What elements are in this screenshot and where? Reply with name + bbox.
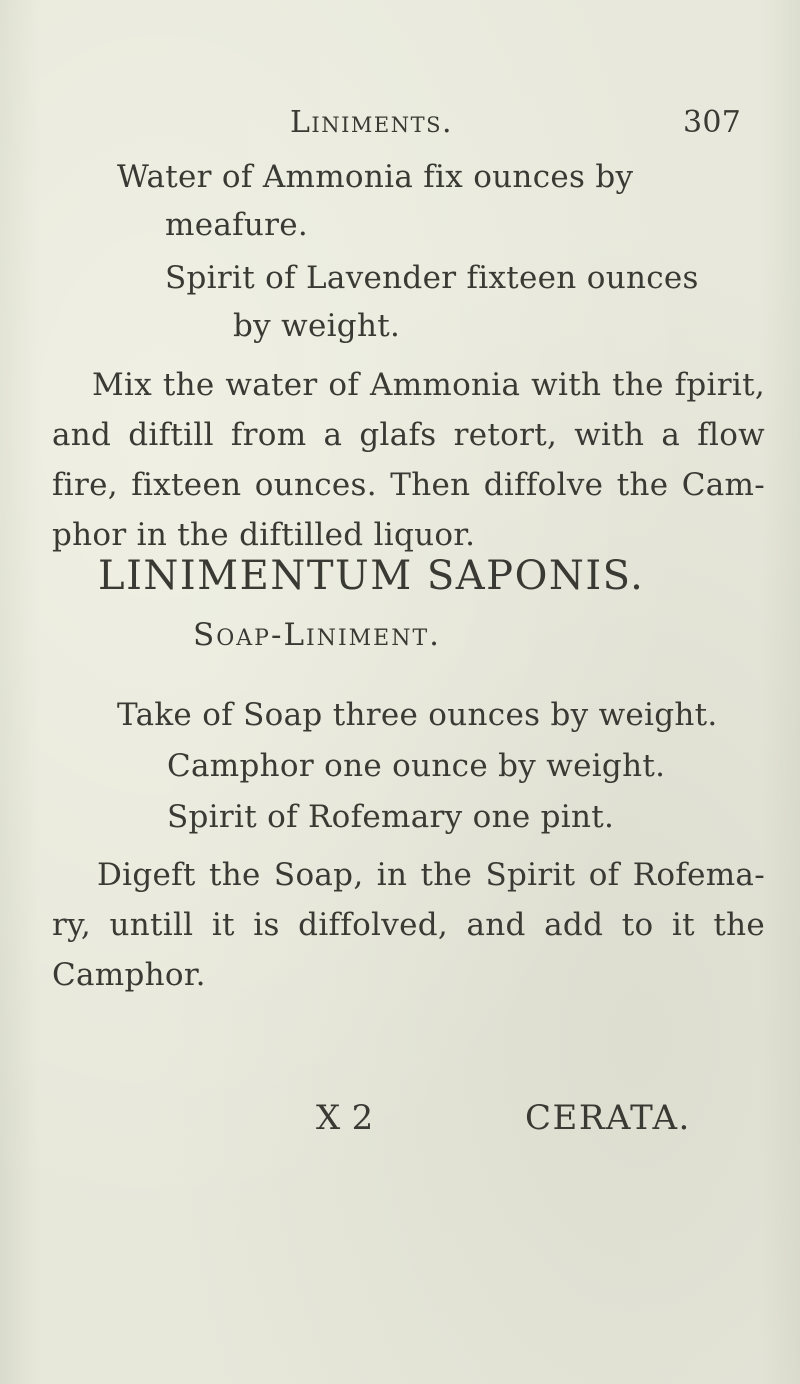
soap-directions-line-1: Digeft the Soap, in the Spirit of Rofema- — [97, 857, 765, 893]
section-latin-title: LINIMENTUM SAPONIS. — [98, 553, 645, 599]
page-number: 307 — [683, 105, 742, 140]
directions-line-1: Mix the water of Ammonia with the fpirit, — [92, 367, 765, 403]
section-english-title: Soap-Liniment. — [193, 617, 442, 653]
ingredient-spirit-of-lavender-cont: by weight. — [233, 308, 401, 344]
ingredient-spirit-of-lavender: Spirit of Lavender fixteen ounces — [165, 260, 699, 296]
soap-directions-line-3: Camphor. — [52, 957, 206, 993]
catchword: CERATA. — [525, 1098, 691, 1138]
ingredient-spirit-of-rosemary: Spirit of Rofemary one pint. — [167, 799, 615, 835]
ingredient-camphor: Camphor one ounce by weight. — [167, 748, 666, 784]
directions-line-3: fire, fixteen ounces. Then diffolve the Cam- — [52, 467, 765, 503]
ingredient-soap: Take of Soap three ounces by weight. — [117, 697, 718, 733]
ingredient-water-of-ammonia: Water of Ammonia fix ounces by — [117, 159, 634, 195]
directions-line-2: and diftill from a glafs retort, with a flow — [52, 417, 765, 453]
ingredient-water-of-ammonia-cont: meafure. — [165, 207, 309, 243]
signature-mark: X 2 — [316, 1098, 374, 1138]
soap-directions-line-2: ry, untill it is diffolved, and add to it the — [52, 907, 765, 943]
directions-line-4: phor in the diftilled liquor. — [52, 517, 476, 553]
running-title: Liniments. — [290, 105, 454, 140]
